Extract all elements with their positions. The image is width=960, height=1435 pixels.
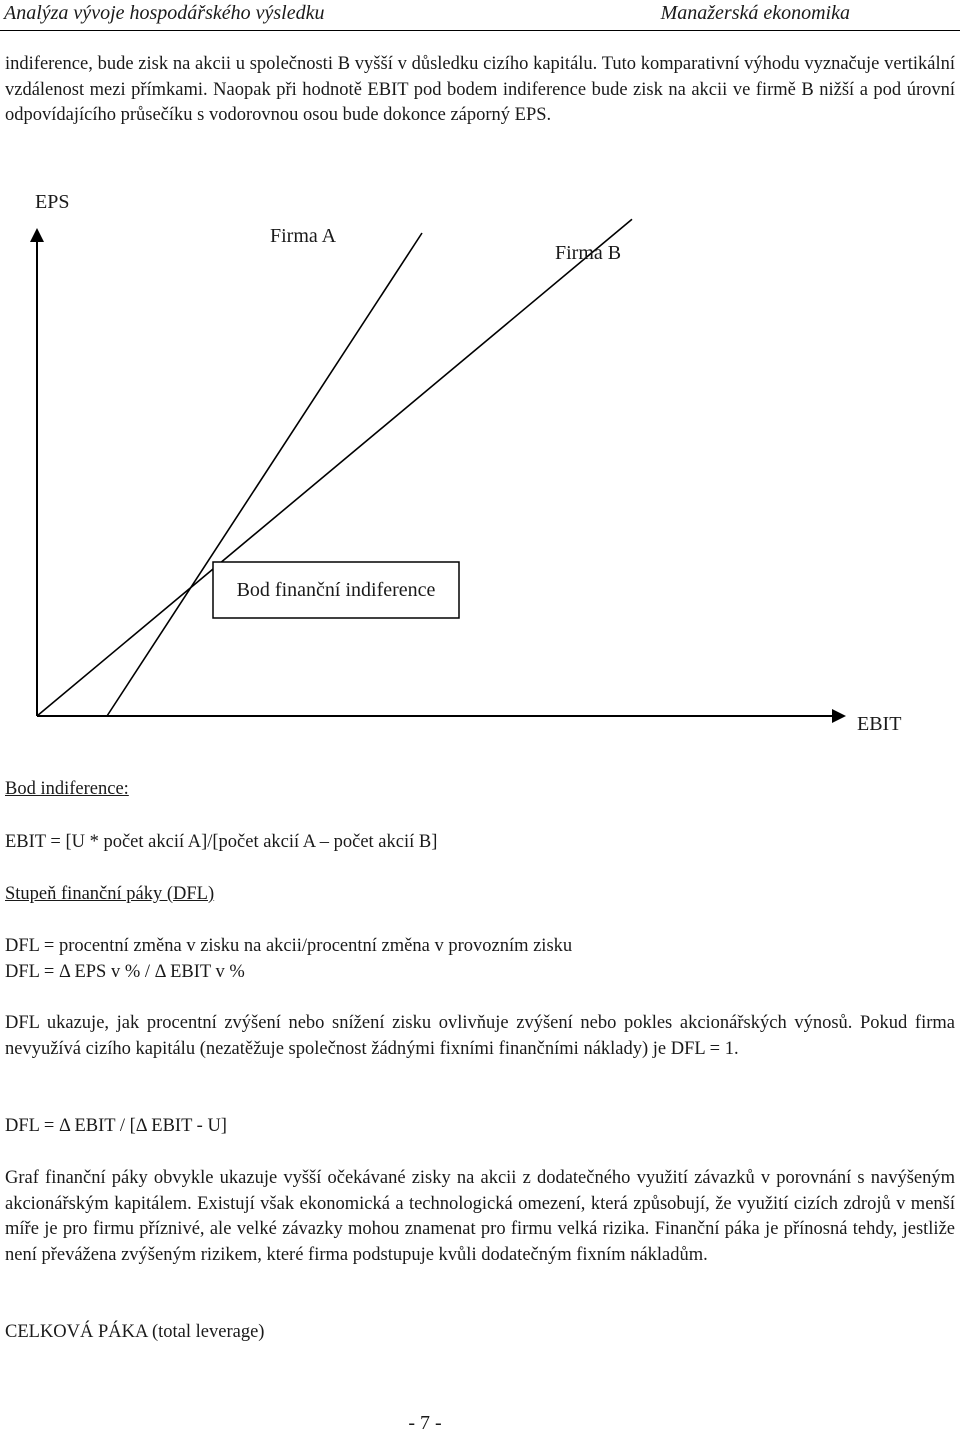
- celkova-paka-heading: CELKOVÁ PÁKA (total leverage): [5, 1322, 265, 1342]
- dfl-definitions: [5, 934, 572, 985]
- bod-indiference-heading: Bod indiference:: [5, 779, 129, 799]
- dfl-definition-1: DFL = procentní změna v zisku na akcii/procentní změna v provozním zisku: [5, 936, 573, 956]
- y-axis-label: EPS: [35, 191, 70, 213]
- y-axis-arrow: [30, 228, 44, 242]
- series-line-firma-b: [37, 219, 632, 716]
- eps-ebit-chart: [0, 180, 960, 740]
- bod-indiference-formula: EBIT = [U * počet akcií A]/[počet akcií A – počet akcií B]: [5, 832, 438, 852]
- dfl-paragraph: DFL ukazuje, jak procentní zvýšení nebo snížení zisku ovlivňuje zvýšení nebo pokles akcionářských výnosů. Pokud firma nevyužívá cizího kapitálu (nezatěžuje společnost žádnými fixními finančními náklady) je DFL = 1.: [5, 1013, 955, 1059]
- dfl-definition-2: DFL = Δ EPS v % / Δ EBIT v %: [5, 961, 245, 982]
- series-label-firma-a: Firma A: [270, 225, 337, 247]
- series-label-firma-b: Firma B: [555, 242, 622, 264]
- dfl-heading: Stupeň finanční páky (DFL): [5, 884, 215, 904]
- annotation-label: Bod finanční indiference: [236, 579, 436, 601]
- series-line-firma-a: [107, 233, 422, 716]
- page-number: - 7 -: [408, 1412, 442, 1434]
- header-title-right: Manažerská ekonomika: [660, 2, 850, 24]
- intro-paragraph: indiference, bude zisk na akcii u společnosti B vyšší v důsledku cizího kapitálu. Tuto komparativní výhodu vyznačuje vertikální vzdálenost mezi přímkami. Naopak při hodnotě EBIT pod bodem indiference bude zisk na akcii ve firmě B nižší a pod úrovní odpovídajícího průsečíku s vodorovnou osou bude dokonce záporný EPS.: [5, 54, 955, 125]
- running-header: [0, 0, 960, 31]
- header-title-left: Analýza vývoje hospodářského výsledku: [4, 2, 325, 24]
- x-axis-arrow: [832, 709, 846, 723]
- graph-paragraph: Graf finanční páky obvykle ukazuje vyšší očekávané zisky na akcii z dodatečného využití závazků v porovnání s navýšeným akcionářským kapitálem. Existují však ekonomická a technologická omezení, která způsobují, že využití cizích zdrojů v menší míře je pro firmu příznivé, ale velké závazky mohou znamenat pro firmu velká rizika. Finanční páka je přínosná tehdy, jestliže není převážena zvýšeným rizikem, které firma podstupuje kvůli dodatečným fixním nákladům.: [5, 1168, 955, 1265]
- x-axis-label: EBIT: [857, 713, 902, 735]
- dfl-formula-2: DFL = Δ EBIT / [Δ EBIT - U]: [5, 1116, 227, 1136]
